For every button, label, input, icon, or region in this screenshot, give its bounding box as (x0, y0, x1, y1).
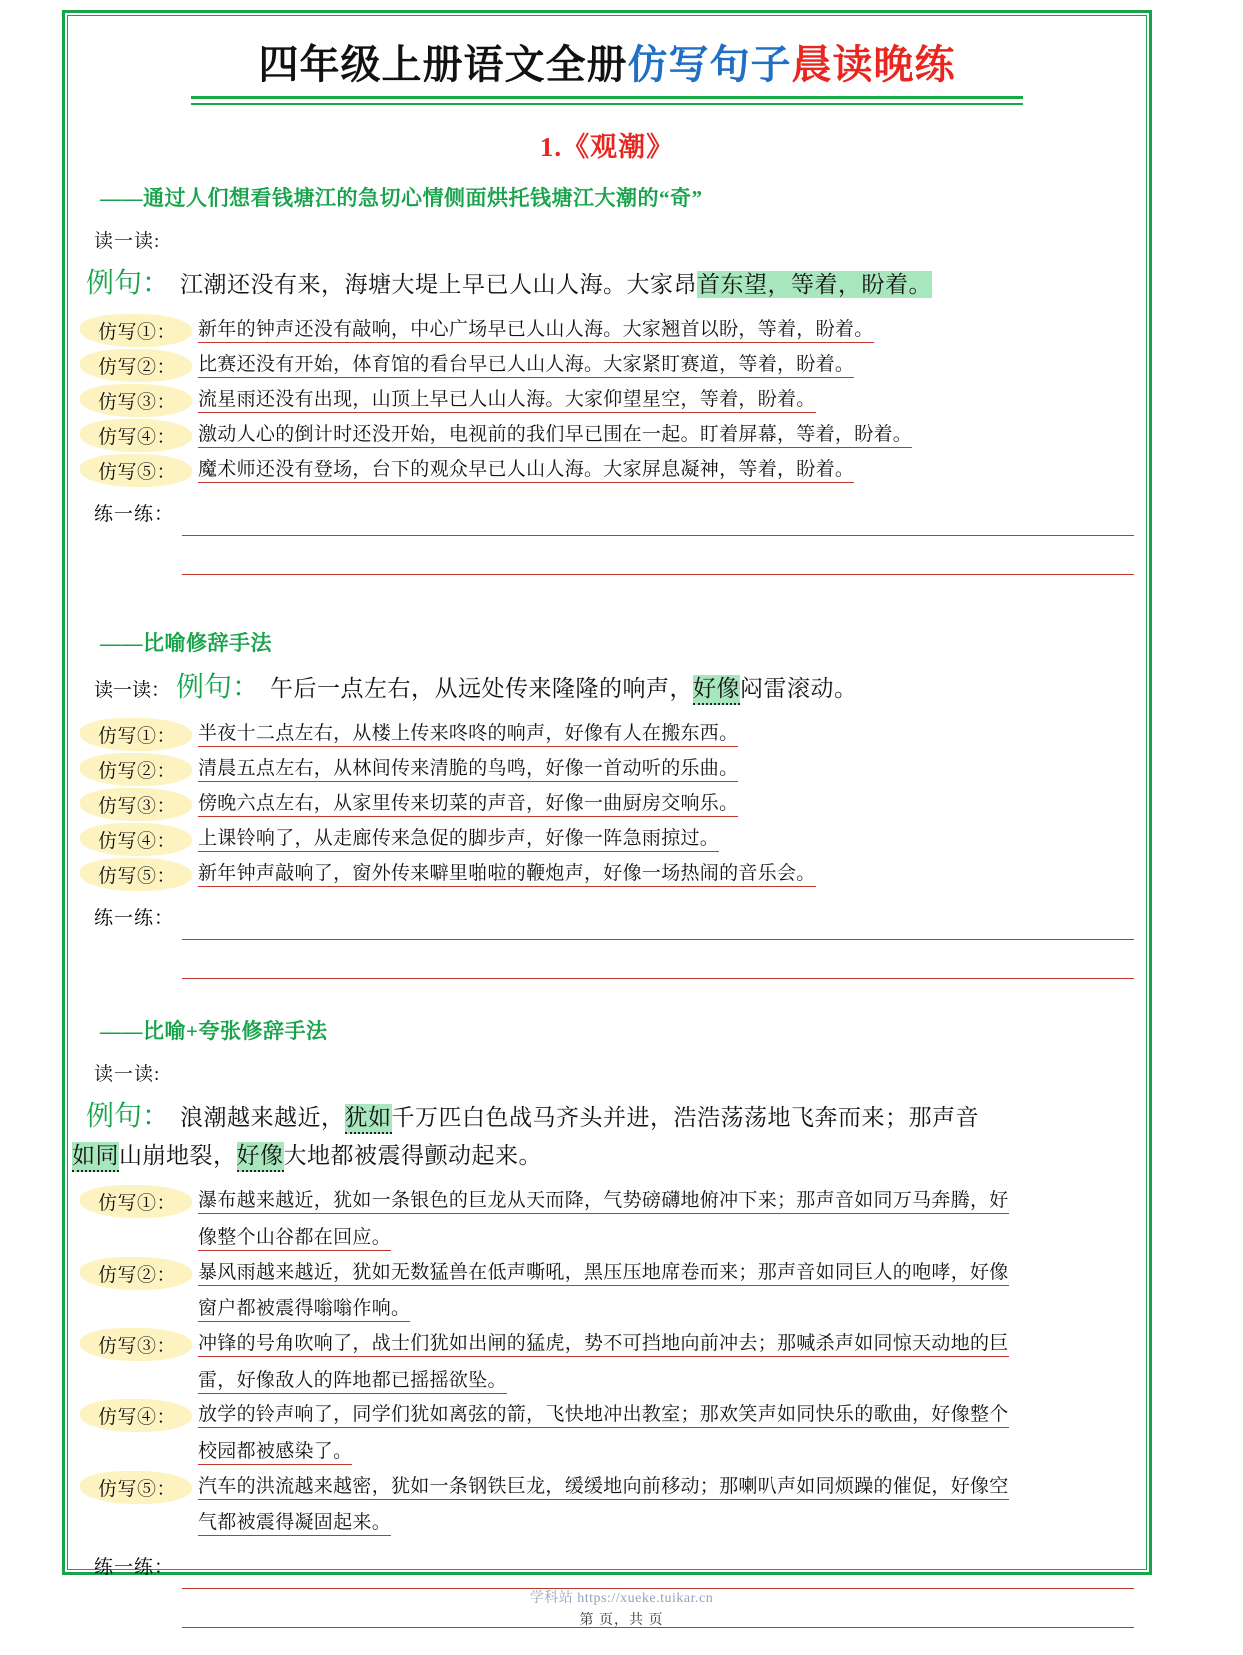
imitation-label: 仿写①： (80, 314, 192, 347)
imitation-text-line1: 冲锋的号角吹响了，战士们犹如出闸的猛虎，势不可挡地向前冲去；那喊杀声如同惊天动地的巨 (198, 1333, 1009, 1357)
imitation-text-underlined: 激动人心的倒计时还没开始，电视前的我们早已围在一起。盯着屏幕，等着，盼着。 (198, 424, 912, 448)
page-content (72, 24, 1134, 1628)
imitation-text-line2: 校园都被感染了。 (198, 1441, 352, 1465)
page-number-footer: 第 页，共 页 (579, 1613, 664, 1628)
imitation-text-line2: 像整个山谷都在回应。 (198, 1227, 391, 1251)
imitation-text-underlined: 流星雨还没有出现，山顶上早已人山人海。大家仰望星空，等着，盼着。 (198, 389, 816, 413)
imitation-text-line2: 窗户都被震得嗡嗡作响。 (198, 1298, 410, 1322)
example-plain-2a: 午后一点左右，从远处传来隆隆的响声， (270, 675, 694, 701)
imitation-label: 仿写②： (80, 349, 192, 382)
section-heading-2: ——比喻修辞手法 (100, 630, 272, 655)
example-text-2 (270, 671, 858, 708)
imitation-text (192, 753, 1134, 786)
imitation-label: 仿写③： (80, 384, 192, 417)
example-plain-3b: 千万匹白色战马齐头并进，浩浩荡荡地飞奔而来；那声音 (391, 1104, 980, 1130)
practice-line[interactable] (182, 1550, 1134, 1589)
imitation-text-underlined: 上课铃响了，从走廊传来急促的脚步声，好像一阵急雨掠过。 (198, 828, 719, 852)
imitation-text-line1: 瀑布越来越近，犹如一条银色的巨龙从天而降，气势磅礴地俯冲下来；那声音如同万马奔腾，好 (198, 1190, 1009, 1214)
example-text-1 (180, 267, 932, 304)
imitation-label: 仿写②： (80, 1257, 192, 1290)
imitation-label: 仿写①： (80, 718, 192, 751)
read-label-1: 读一读: (94, 231, 161, 252)
imitation-row (80, 718, 1134, 751)
example-row-2 (94, 665, 1134, 708)
section-gap (80, 575, 1134, 609)
imitation-text (192, 314, 1134, 347)
title-part-red: 晨读晚练 (791, 42, 956, 87)
imitation-text (192, 1399, 1134, 1468)
example-highlight-3c: 好像 (237, 1142, 284, 1172)
example-row-1 (86, 261, 1134, 304)
example-row-3 (86, 1094, 1134, 1137)
example-highlight-3b: 如同 (72, 1142, 119, 1172)
imitation-text-underlined: 半夜十二点左右，从楼上传来咚咚的响声，好像有人在搬东西。 (198, 723, 738, 747)
imitation-text (192, 718, 1134, 751)
practice-label: 练一练： (94, 1556, 175, 1578)
example-plain-1: 江潮还没有来，海塘大堤上早已人山人海。大家昂 (180, 272, 698, 297)
practice-label: 练一练： (94, 907, 175, 929)
imitation-text (192, 419, 1134, 452)
imitation-text (192, 384, 1134, 417)
read-label-2: 读一读： (94, 679, 171, 701)
imitation-text (192, 788, 1134, 821)
section-heading-1: ——通过人们想看钱塘江的急切心情侧面烘托钱塘江大潮的“奇” (100, 186, 703, 210)
imitation-row (80, 753, 1134, 786)
practice-line[interactable] (182, 940, 1134, 979)
practice-write-area[interactable] (182, 497, 1134, 575)
example-highlight-3a: 犹如 (345, 1104, 392, 1134)
imitation-label: 仿写⑤： (80, 858, 192, 891)
page-title (80, 40, 1134, 90)
imitation-row (80, 858, 1134, 891)
imitation-text (192, 1471, 1134, 1540)
imitation-label: 仿写③： (80, 1328, 192, 1361)
imitation-text (192, 1185, 1134, 1254)
practice-line[interactable] (182, 497, 1134, 536)
imitation-label: 仿写③： (80, 788, 192, 821)
imitation-label: 仿写②： (80, 753, 192, 786)
practice-line[interactable] (182, 901, 1134, 940)
imitation-list-3 (80, 1185, 1134, 1540)
imitation-text (192, 454, 1134, 487)
imitation-row (80, 1471, 1134, 1540)
example-text-3 (180, 1100, 979, 1137)
example-highlight-2: 好像 (693, 675, 740, 705)
imitation-text (192, 349, 1134, 382)
imitation-list-1 (80, 314, 1134, 487)
imitation-text-line1: 汽车的洪流越来越密，犹如一条钢铁巨龙，缓缓地向前移动；那喇叭声如同烦躁的催促，好像空 (198, 1476, 1009, 1500)
section-heading-3: ——比喻+夸张修辞手法 (100, 1018, 328, 1043)
imitation-row (80, 419, 1134, 452)
imitation-text (192, 858, 1134, 891)
title-part-blue: 仿写句子 (627, 42, 792, 87)
imitation-text-underlined: 比赛还没有开始，体育馆的看台早已人山人海。大家紧盯赛道，等着，盼着。 (198, 354, 854, 378)
example-text-3-line2 (72, 1138, 542, 1175)
imitation-label: 仿写⑤： (80, 1471, 192, 1504)
lesson-heading: 1.《观潮》 (539, 132, 675, 162)
imitation-text-line2: 气都被震得凝固起来。 (198, 1512, 391, 1536)
imitation-row (80, 384, 1134, 417)
example-plain-3a: 浪潮越来越近， (180, 1104, 345, 1130)
imitation-text-line1: 放学的铃声响了，同学们犹如离弦的箭，飞快地冲出教室；那欢笑声如同快乐的歌曲，好像整个 (198, 1404, 1009, 1428)
imitation-text-underlined: 新年钟声敲响了，窗外传来噼里啪啦的鞭炮声，好像一场热闹的音乐会。 (198, 863, 816, 887)
imitation-label: 仿写④： (80, 823, 192, 856)
imitation-row (80, 788, 1134, 821)
practice-label: 练一练： (94, 503, 175, 525)
practice-block-2 (94, 901, 1134, 979)
read-label-3: 读一读: (94, 1063, 161, 1085)
watermark-text: 学科站 https://xueke.tuikar.cn (529, 1591, 714, 1606)
example-plain-3c: 山崩地裂， (119, 1143, 237, 1169)
imitation-label: 仿写⑤： (80, 454, 192, 487)
title-part-black: 四年级上册语文全册 (258, 42, 628, 87)
imitation-label: 仿写④： (80, 419, 192, 452)
imitation-label: 仿写④： (80, 1399, 192, 1432)
imitation-text (192, 1257, 1134, 1326)
practice-block-1 (94, 497, 1134, 575)
example-plain-2b: 闷雷滚动。 (740, 675, 858, 701)
imitation-row (80, 1257, 1134, 1326)
practice-line[interactable] (182, 536, 1134, 575)
section-gap (80, 979, 1134, 997)
imitation-text (192, 823, 1134, 856)
imitation-text-underlined: 新年的钟声还没有敲响，中心广场早已人山人海。大家翘首以盼，等着，盼着。 (198, 319, 874, 343)
imitation-text-underlined: 清晨五点左右，从林间传来清脆的鸟鸣，好像一首动听的乐曲。 (198, 758, 738, 782)
example-row-3-line2 (72, 1138, 1134, 1175)
imitation-row (80, 1185, 1134, 1254)
imitation-text-line2: 雷，好像敌人的阵地都已摇摇欲坠。 (198, 1370, 507, 1394)
example-label-3: 例句： (86, 1100, 171, 1132)
imitation-row (80, 314, 1134, 347)
example-highlight-1: 首东望，等着，盼着。 (697, 272, 933, 297)
imitation-row (80, 1328, 1134, 1397)
imitation-row (80, 349, 1134, 382)
imitation-list-2 (80, 718, 1134, 891)
imitation-text-line1: 暴风雨越来越近，犹如无数猛兽在低声嘶吼，黑压压地席卷而来；那声音如同巨人的咆哮，好像 (198, 1262, 1009, 1286)
imitation-text-underlined: 傍晚六点左右，从家里传来切菜的声音，好像一曲厨房交响乐。 (198, 793, 738, 817)
imitation-row (80, 1399, 1134, 1468)
imitation-row (80, 454, 1134, 487)
title-underline-rule (191, 96, 1023, 105)
practice-write-area[interactable] (182, 901, 1134, 979)
imitation-row (80, 823, 1134, 856)
example-label-2: 例句： (176, 671, 261, 703)
imitation-text (192, 1328, 1134, 1397)
imitation-text-underlined: 魔术师还没有登场，台下的观众早已人山人海。大家屏息凝神，等着，盼着。 (198, 459, 854, 483)
imitation-label: 仿写①： (80, 1185, 192, 1218)
example-plain-3d: 大地都被震得颤动起来。 (283, 1143, 542, 1169)
example-label-1: 例句： (86, 268, 171, 299)
